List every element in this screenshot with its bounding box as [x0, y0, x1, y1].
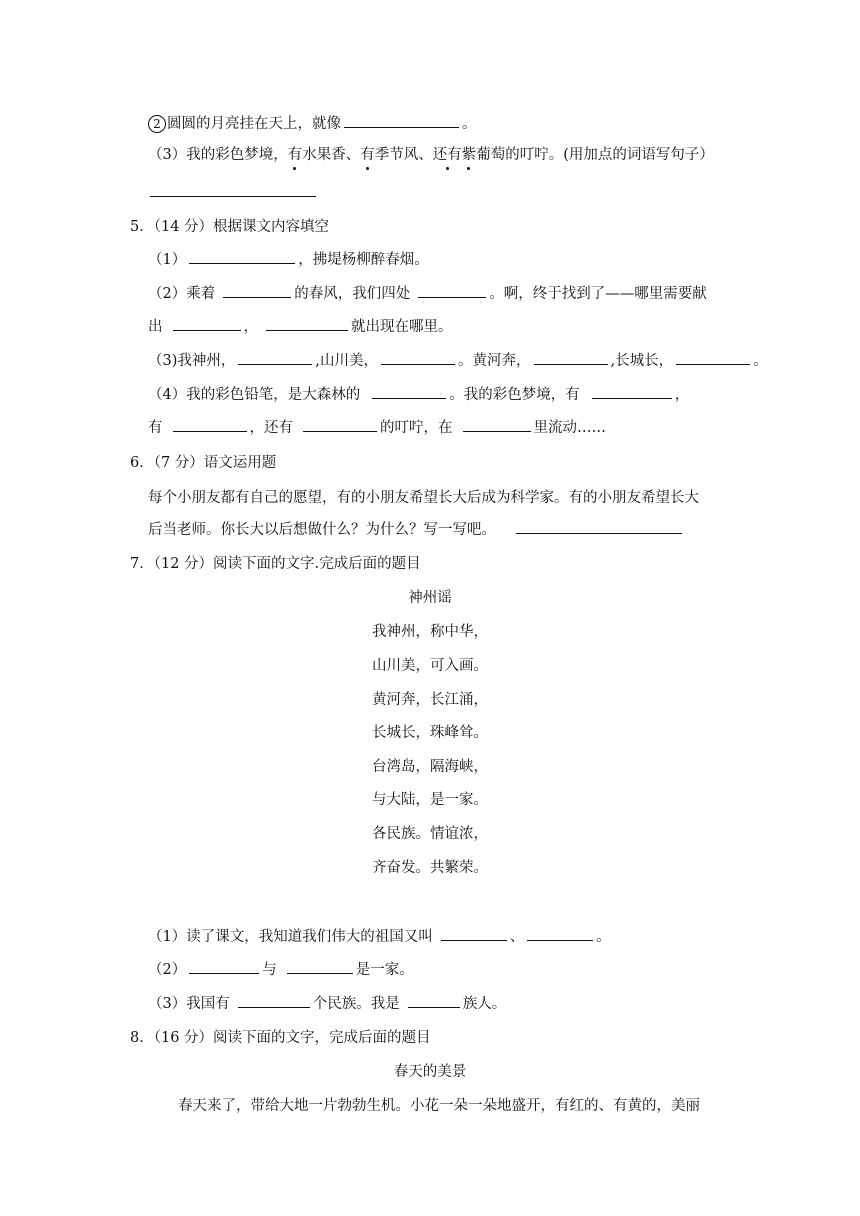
q5-title: 5．（14 分）根据课文内容填空 — [130, 219, 330, 235]
answer-blank[interactable] — [238, 993, 310, 1008]
poem-line: 长城长，珠峰耸。 — [372, 725, 488, 741]
dotted-word: 有 — [288, 143, 303, 164]
poem-line: 与大陆，是一家。 — [372, 792, 488, 808]
answer-blank[interactable] — [516, 519, 682, 534]
q5-item-4-cont: 有 ，还有 的叮咛，在 里流动…… — [148, 416, 606, 437]
q6-text-1: 每个小朋友都有自己的愿望，有的小朋友希望长大后成为科学家。有的小朋友希望长大 — [148, 490, 699, 506]
q7-sub-1: （1）读了课文，我知道我们伟大的祖国又叫 、 。 — [148, 925, 611, 946]
poem-line: 各民族。情谊浓， — [372, 826, 488, 842]
passage-text: 春天来了，带给大地一片勃勃生机。小花一朵一朵地盛开，有红的、有黄的，美丽 — [178, 1098, 700, 1114]
q5-item-2: （2）乘着 的春风，我们四处 。啊，终于找到了——哪里需要献 — [148, 282, 707, 303]
circled-number: 2 — [148, 115, 166, 133]
answer-blank[interactable] — [381, 350, 455, 365]
q6-text-2: 后当老师。你长大以后想做什么？为什么？写一写吧。 — [148, 518, 685, 539]
answer-blank[interactable] — [441, 926, 507, 941]
answer-blank[interactable] — [592, 384, 672, 399]
q7-sub-3: （3）我国有 个民族。我是 族人。 — [148, 992, 506, 1013]
poem-line: 台湾岛，隔海峡， — [372, 759, 488, 775]
q7-title: 7．（12 分）阅读下面的文字.完成后面的题目 — [130, 556, 421, 572]
q6-title: 6．（7 分）语文运用题 — [130, 455, 277, 471]
dotted-word: 紫 — [462, 143, 477, 164]
poem-line: 我神州，称中华， — [372, 624, 488, 640]
answer-blank[interactable] — [463, 417, 531, 432]
q5-item-2-cont: 出 ， 就出现在哪里。 — [148, 315, 453, 336]
q4-answer-line[interactable] — [150, 182, 316, 201]
poem-title: 神州谣 — [408, 590, 452, 606]
q5-item-4: （4）我的彩色铅笔，是大森林的 。我的彩色梦境，有 ， — [148, 383, 689, 404]
answer-blank[interactable] — [676, 350, 750, 365]
answer-blank[interactable] — [266, 316, 348, 331]
q7-sub-2: （2） 与 是一家。 — [148, 958, 414, 979]
q4-item-2: 2 圆圆的月亮挂在天上，就像 。 — [148, 112, 477, 133]
answer-blank[interactable] — [223, 283, 291, 298]
answer-blank[interactable] — [344, 113, 459, 128]
q8-title: 8．（16 分）阅读下面的文字，完成后面的题目 — [130, 1030, 431, 1046]
answer-blank[interactable] — [534, 350, 608, 365]
answer-blank[interactable] — [303, 417, 377, 432]
answer-blank[interactable] — [408, 993, 460, 1008]
answer-blank[interactable] — [372, 384, 446, 399]
answer-blank[interactable] — [527, 926, 593, 941]
answer-blank[interactable] — [238, 350, 312, 365]
answer-blank[interactable] — [189, 959, 259, 974]
answer-blank[interactable] — [189, 249, 295, 264]
poem-line: 齐奋发。共繁荣。 — [372, 860, 488, 876]
poem-line: 黄河奔，长江涌， — [372, 692, 488, 708]
dotted-word: 有 — [360, 143, 375, 164]
answer-blank[interactable] — [287, 959, 353, 974]
answer-blank[interactable] — [173, 417, 247, 432]
passage-title: 春天的美景 — [393, 1064, 467, 1080]
dotted-word: 还有 — [433, 143, 462, 164]
answer-blank[interactable] — [173, 316, 241, 331]
q4-item-3: （3）我的彩色梦境，有水果香、有季节风、还有紫葡萄的叮咛。(用加点的词语写句子） — [148, 143, 714, 164]
q5-item-3: （3)我神州， ,山川美， 。黄河奔， ,长城长， 。 — [148, 349, 768, 370]
q5-item-1: （1） ，拂堤杨柳醉春烟。 — [148, 248, 429, 269]
answer-blank[interactable] — [150, 182, 316, 197]
answer-blank[interactable] — [418, 283, 486, 298]
poem-line: 山川美，可入画。 — [372, 658, 488, 674]
